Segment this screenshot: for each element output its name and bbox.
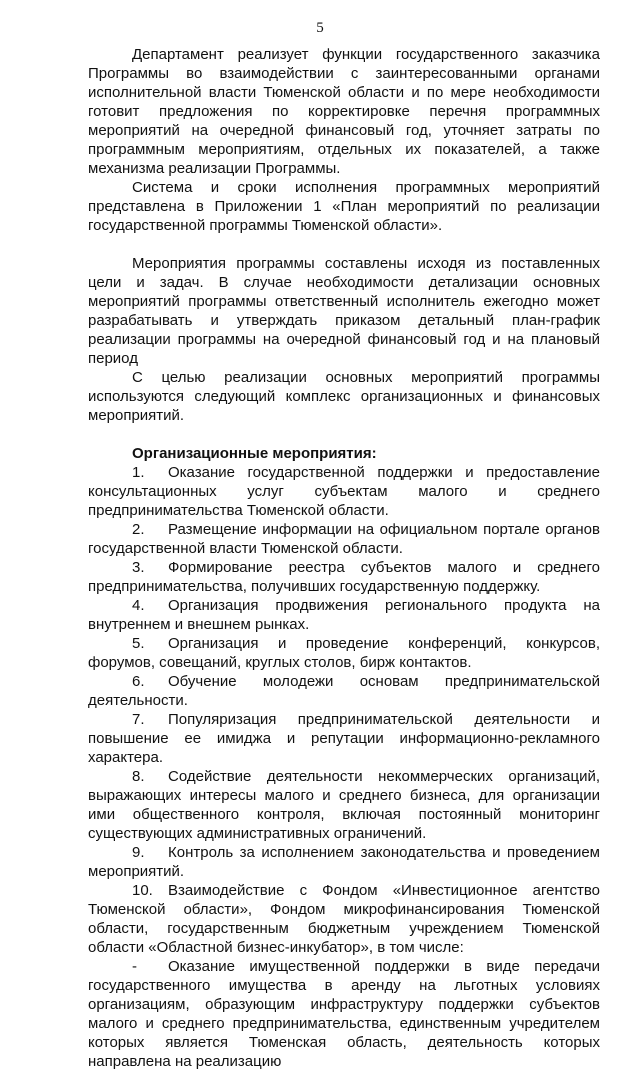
paragraph-customer-functions: Департамент реализует функции государственного заказчика Программы во взаимодействии с заинтересованными органами исполнительной власти Тюменской области и по мере необходимости готовит предложения по корректировке перечня программных мероприятий на очередной финансовый год, уточняет затраты по программным мероприятиям, отдельных их показателей, а также механизма реализации Программы. xyxy=(88,46,600,177)
list-item-number: 9. xyxy=(132,844,145,861)
list-item xyxy=(88,843,600,881)
list-item-text: Организация и проведение конференций, конкурсов, форумов, совещаний, круглых столов, бирж контактов. xyxy=(88,635,600,671)
list-item xyxy=(88,463,600,520)
list-item-text: Организация продвижения регионального продукта на внутреннем и внешнем рынках. xyxy=(88,597,600,633)
list-item-text: Формирование реестра субъектов малого и среднего предпринимательства, получивших государственную поддержку. xyxy=(88,559,600,595)
list-item xyxy=(88,672,600,710)
list-item-number: 2. xyxy=(132,521,145,538)
dash-marker: - xyxy=(132,958,137,975)
list-item xyxy=(88,881,600,957)
list-item-text: Оказание государственной поддержки и предоставление консультационных услуг субъектам малого и среднего предпринимательства Тюменской области. xyxy=(88,464,600,519)
list-item-text: Взаимодействие с Фондом «Инвестиционное агентство Тюменской области», Фондом микрофинансирования Тюменской области, государственным бюджетным учреждением Тюменской области «Областной бизнес-инкубатор», в том числе: xyxy=(88,882,600,956)
sub-list-item xyxy=(88,957,600,1071)
list-item-text: Контроль за исполнением законодательства и проведением мероприятий. xyxy=(88,844,600,880)
list-item-number: 8. xyxy=(132,768,145,785)
list-item xyxy=(88,634,600,672)
list-item-number: 6. xyxy=(132,673,145,690)
list-item-number: 3. xyxy=(132,559,145,576)
list-item-number: 7. xyxy=(132,711,145,728)
list-item xyxy=(88,596,600,634)
list-item-text: Популяризация предпринимательской деятельности и повышение ее имиджа и репутации информационно-рекламного характера. xyxy=(88,711,600,766)
document-body xyxy=(88,45,600,1071)
paragraph-activity-complex: С целью реализации основных мероприятий программы используются следующий комплекс организационных и финансовых мероприятий. xyxy=(88,369,600,424)
list-item-text: Обучение молодежи основам предпринимательской деятельности. xyxy=(88,673,600,709)
list-item-number: 10. xyxy=(132,882,153,899)
list-item xyxy=(88,767,600,843)
page-number: 5 xyxy=(316,20,324,36)
list-item-text: Размещение информации на официальном портале органов государственной власти Тюменской области. xyxy=(88,521,600,557)
section-heading: Организационные мероприятия: xyxy=(132,445,377,462)
list-item-text: Содействие деятельности некоммерческих организаций, выражающих интересы малого и среднего бизнеса, для организации ими общественного контроля, включая постоянный мониторинг существующих административных ограничений. xyxy=(88,768,600,842)
sub-list-item-text: Оказание имущественной поддержки в виде передачи государственного имущества в аренду на льготных условиях организациям, образующим инфраструктуру поддержки субъектов малого и среднего предпринимательства, единственным учредителем которых является Тюменская область, деятельность которых направлена на реализацию xyxy=(88,958,600,1070)
list-item xyxy=(88,558,600,596)
paragraph-program-activities: Мероприятия программы составлены исходя из поставленных цели и задач. В случае необходимости детализации основных мероприятий программы ответственный исполнитель ежегодно может разрабатывать и утверждать приказом детальный план-график реализации программы на очередной финансовый год и на плановый период xyxy=(88,255,600,367)
list-item xyxy=(88,520,600,558)
list-item-number: 1. xyxy=(132,464,145,481)
paragraph-system-and-terms: Система и сроки исполнения программных мероприятий представлена в Приложении 1 «План мероприятий по реализации государственной программы Тюменской области». xyxy=(88,179,600,234)
list-item-number: 4. xyxy=(132,597,145,614)
list-item-number: 5. xyxy=(132,635,145,652)
list-item xyxy=(88,710,600,767)
